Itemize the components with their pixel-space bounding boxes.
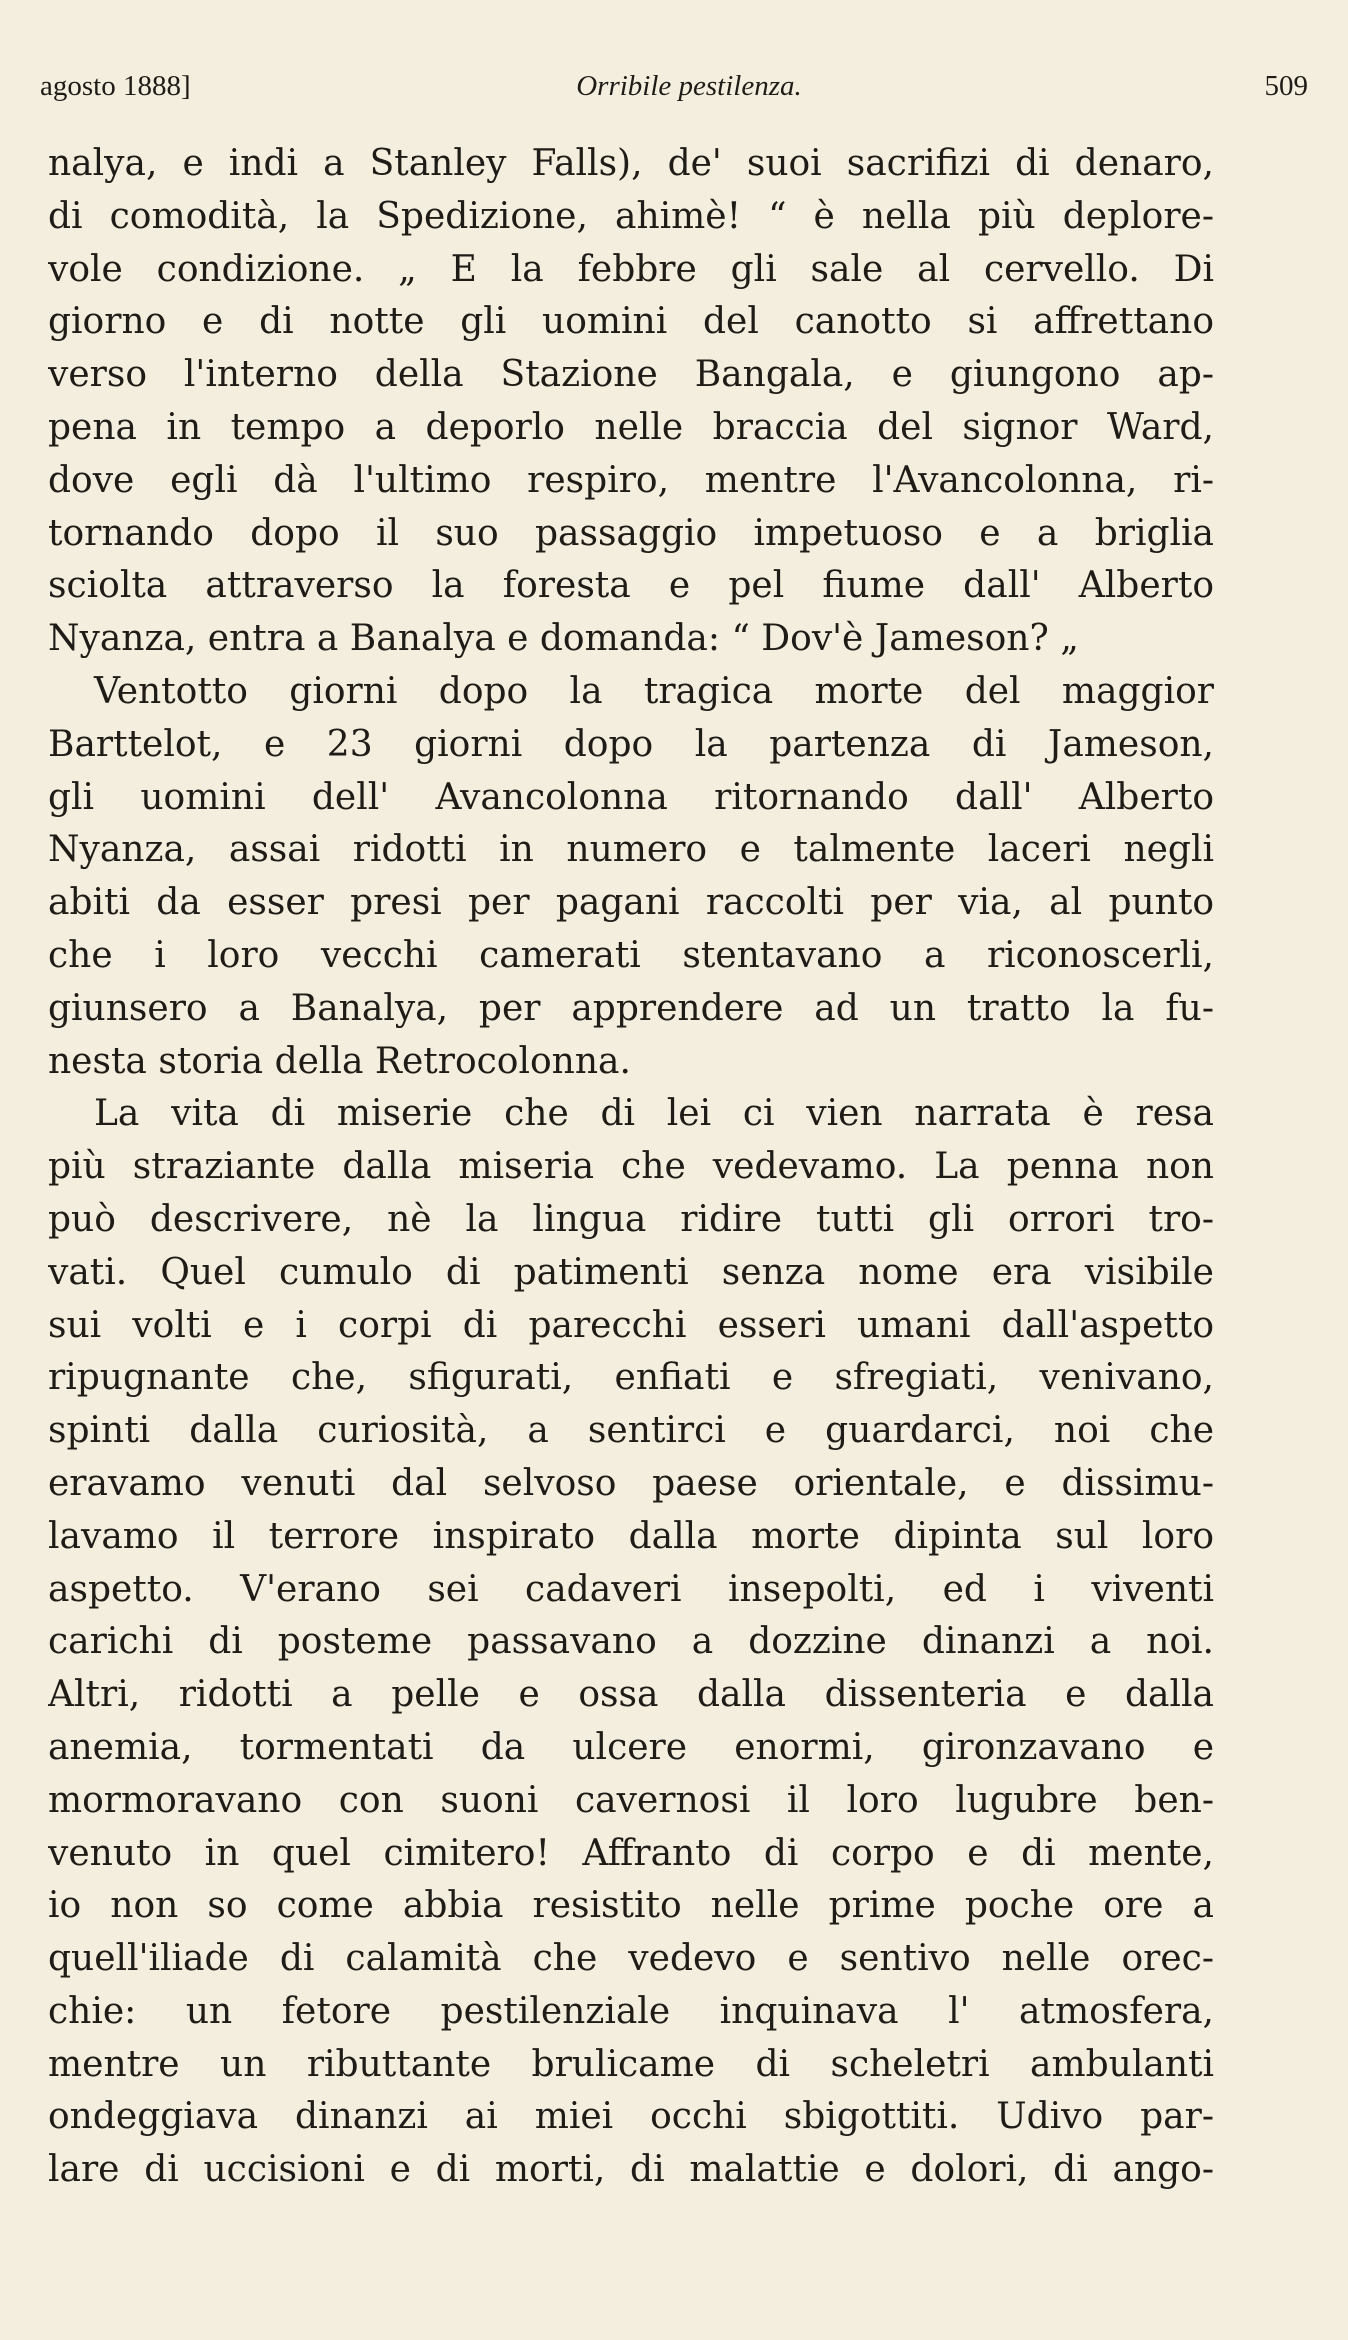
text-line: sui volti e i corpi di parecchi esseri umani dall'aspetto xyxy=(48,1304,1214,1346)
text-line: mentre un ributtante brulicame di scheletri ambulanti xyxy=(48,2043,1214,2085)
text-line: venuto in quel cimitero! Affranto di corpo e di mente, xyxy=(48,1832,1214,1874)
text-line: anemia, tormentati da ulcere enormi, gironzavano e xyxy=(48,1726,1214,1768)
text-line: Barttelot, e 23 giorni dopo la partenza di Jameson, xyxy=(48,723,1214,765)
text-line: vole condizione. „ E la febbre gli sale al cervello. Di xyxy=(48,248,1214,290)
text-line: verso l'interno della Stazione Bangala, e giungono ap- xyxy=(48,354,1214,396)
page-number: 509 xyxy=(1264,70,1308,102)
text-line: tornando dopo il suo passaggio impetuoso e a briglia xyxy=(48,512,1214,554)
running-head-title: Orribile pestilenza. xyxy=(576,70,802,102)
text-line: giorno e di notte gli uomini del canotto si affrettano xyxy=(48,301,1214,343)
text-line: dove egli dà l'ultimo respiro, mentre l'Avancolonna, ri- xyxy=(48,459,1214,501)
text-line: eravamo venuti dal selvoso paese orientale, e dissimu- xyxy=(48,1462,1214,1504)
text-line: aspetto. V'erano sei cadaveri insepolti, ed i viventi xyxy=(48,1568,1214,1610)
text-line: spinti dalla curiosità, a sentirci e guardarci, noi che xyxy=(48,1410,1214,1452)
text-line: quell'iliade di calamità che vedevo e sentivo nelle orec- xyxy=(48,1938,1214,1980)
text-line: giunsero a Banalya, per apprendere ad un tratto la fu- xyxy=(48,987,1214,1029)
text-line: mormoravano con suoni cavernosi il loro lugubre ben- xyxy=(48,1779,1214,1821)
text-line: può descrivere, nè la lingua ridire tutti gli orrori tro- xyxy=(48,1198,1214,1240)
text-line: pena in tempo a deporlo nelle braccia del signor Ward, xyxy=(48,406,1214,448)
text-line: nalya, e indi a Stanley Falls), de' suoi sacrifizi di denaro, xyxy=(48,143,1214,184)
text-line: ripugnante che, sfigurati, enfiati e sfregiati, venivano, xyxy=(48,1357,1214,1399)
text-line: che i loro vecchi camerati stentavano a riconoscerli, xyxy=(48,934,1214,976)
body-text xyxy=(48,138,1214,2197)
paragraph-start-line: La vita di miserie che di lei ci vien narrata è resa xyxy=(94,1093,1214,1135)
text-line: ondeggiava dinanzi ai miei occhi sbigottiti. Udivo par- xyxy=(48,2096,1214,2138)
text-line: sciolta attraverso la foresta e pel fiume dall' Alberto xyxy=(48,565,1214,607)
running-head xyxy=(40,70,1308,114)
text-line: vati. Quel cumulo di patimenti senza nome era visibile xyxy=(48,1251,1214,1293)
text-line: Nyanza, entra a Banalya e domanda: “ Dov'è Jameson? „ xyxy=(48,618,1079,660)
text-line: chie: un fetore pestilenziale inquinava l' atmosfera, xyxy=(48,1990,1214,2032)
running-head-date: agosto 1888] xyxy=(40,70,191,102)
text-line: gli uomini dell' Avancolonna ritornando dall' Alberto xyxy=(48,776,1214,818)
text-line: lare di uccisioni e di morti, di malattie e dolori, di ango- xyxy=(48,2149,1214,2191)
text-line: di comodità, la Spedizione, ahimè! “ è nella più deplore- xyxy=(48,195,1214,237)
text-line: Nyanza, assai ridotti in numero e talmente laceri negli xyxy=(48,829,1214,871)
text-line: nesta storia della Retrocolonna. xyxy=(48,1040,631,1082)
text-line: più straziante dalla miseria che vedevamo. La penna non xyxy=(48,1146,1214,1188)
text-line: io non so come abbia resistito nelle prime poche ore a xyxy=(48,1885,1214,1927)
text-line: Altri, ridotti a pelle e ossa dalla dissenteria e dalla xyxy=(48,1674,1214,1716)
text-line: abiti da esser presi per pagani raccolti per via, al punto xyxy=(48,882,1214,924)
paragraph-start-line: Ventotto giorni dopo la tragica morte del maggior xyxy=(94,670,1214,712)
text-line: lavamo il terrore inspirato dalla morte dipinta sul loro xyxy=(48,1515,1214,1557)
text-line: carichi di posteme passavano a dozzine dinanzi a noi. xyxy=(48,1621,1214,1663)
